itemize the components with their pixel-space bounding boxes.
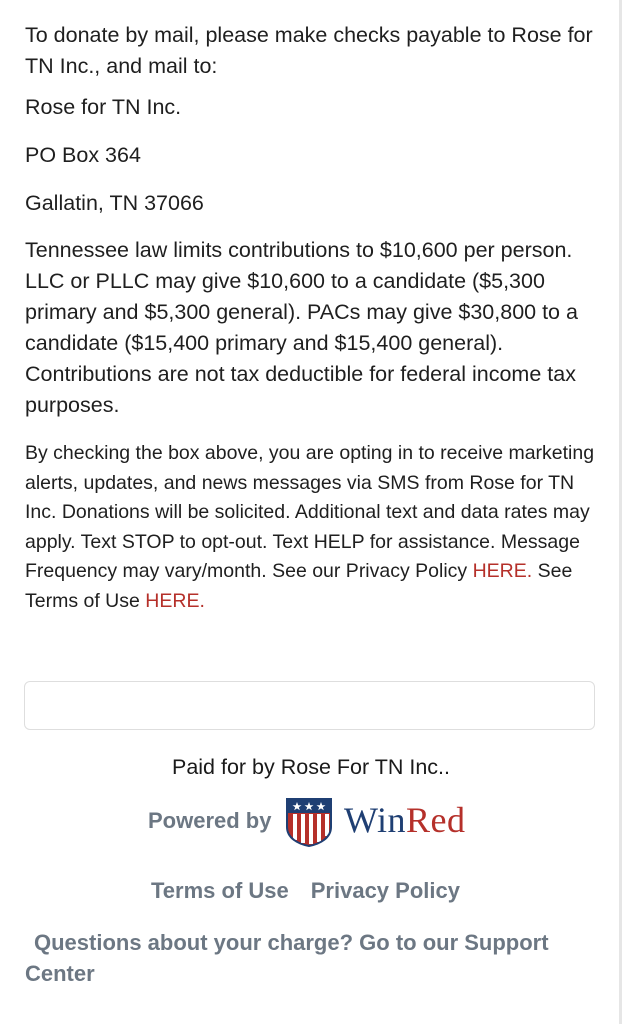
terms-of-use-here-link[interactable]: HERE. [145, 589, 205, 612]
mail-donation-instructions: To donate by mail, please make checks payable to Rose for TN Inc., and mail to: [25, 23, 593, 78]
address-line-name: Rose for TN Inc. [25, 95, 182, 119]
support-center-text: Questions about your charge? Go to our Support Center [25, 930, 549, 986]
powered-by-winred[interactable] [148, 796, 488, 848]
support-center-link[interactable] [25, 927, 585, 989]
empty-input-box[interactable] [24, 681, 595, 730]
terms-of-use-link[interactable]: Terms of Use [151, 878, 289, 903]
privacy-policy-here-link[interactable]: HERE. [472, 560, 533, 582]
privacy-policy-link[interactable]: Privacy Policy [310, 878, 460, 903]
winred-wordmark [344, 800, 466, 840]
paid-for-disclaimer: Paid for by Rose For TN Inc.. [171, 755, 450, 779]
address-line-po-box: PO Box 364 [25, 143, 141, 167]
terms-prefix: See Terms of Use [25, 560, 573, 612]
disclaimer-section [25, 20, 595, 616]
footer-links [151, 878, 460, 910]
sms-optin-body: By checking the box above, you are opting in to receive marketing alerts, updates, and news messages via SMS from Rose for TN Inc. Donations will be solicited. Additional text and data rates may apply. Text STOP to opt-out. Text HELP for assistance. Message Frequency may vary/month. See our Privacy Policy [25, 442, 595, 582]
powered-by-label: Powered by [148, 808, 272, 833]
winred-shield-icon [285, 797, 333, 847]
contribution-limits-text: Tennessee law limits contributions to $10,600 per person. LLC or PLLC may give $10,600 to a candidate ($5,300 primary and $5,300 general). PACs may give $30,800 to a candidate ($15,400 primary and $15,400 general). Contributions are not tax deductible for federal income tax purposes. [25, 238, 578, 417]
winred-wordmark-red: Red [406, 800, 466, 840]
address-line-city: Gallatin, TN 37066 [25, 191, 204, 215]
sms-optin-text [25, 439, 595, 616]
winred-wordmark-win: Win [344, 800, 407, 840]
